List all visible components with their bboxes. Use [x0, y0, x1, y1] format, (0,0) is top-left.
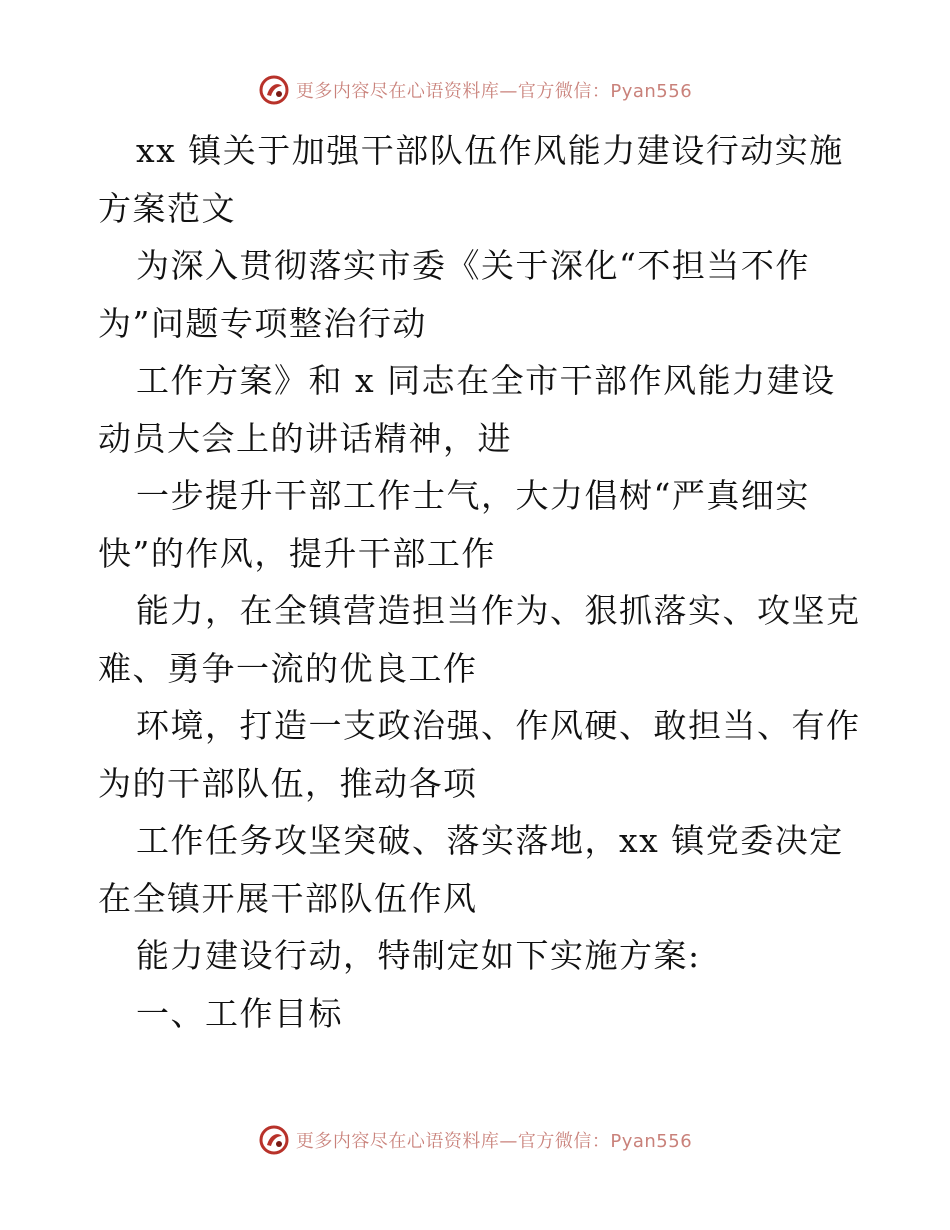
document-line: xx 镇关于加强干部队伍作风能力建设行动实施: [136, 131, 844, 170]
red-swirl-logo-icon: [258, 74, 290, 106]
watermark-text: 更多内容尽在心语资料库—官方微信：Pyan556: [295, 1131, 693, 1152]
document-line: 在全镇开展干部队伍作风: [98, 878, 478, 918]
header-watermark: [0, 70, 950, 110]
document-line: 一步提升干部工作士气，大力倡树“严真细实: [136, 476, 810, 515]
document-line: 快”的作风，提升干部工作: [98, 533, 496, 573]
document-line: 为”问题专项整治行动: [98, 303, 427, 343]
document-line: 方案范文: [98, 188, 236, 228]
document-line: 难、勇争一流的优良工作: [98, 648, 478, 688]
document-line: 为的干部队伍，推动各项: [98, 763, 478, 803]
document-line: 环境，打造一支政治强、作风硬、敢担当、有作: [136, 706, 861, 745]
document-body: [98, 122, 861, 1042]
red-swirl-logo-icon: [258, 1124, 290, 1156]
footer-watermark: [0, 1120, 950, 1160]
watermark-text: 更多内容尽在心语资料库—官方微信：Pyan556: [295, 81, 693, 102]
document-line: 为深入贯彻落实市委《关于深化“不担当不作: [136, 246, 810, 285]
document-line: 能力建设行动，特制定如下实施方案:: [136, 936, 701, 975]
document-line: 能力，在全镇营造担当作为、狠抓落实、攻坚克: [136, 591, 861, 630]
document-line: 动员大会上的讲话精神，进: [98, 418, 512, 458]
document-line: 一、工作目标: [136, 993, 343, 1033]
document-line: 工作方案》和 x 同志在全市干部作风能力建设: [136, 361, 836, 400]
document-line: 工作任务攻坚突破、落实落地，xx 镇党委决定: [136, 821, 844, 860]
